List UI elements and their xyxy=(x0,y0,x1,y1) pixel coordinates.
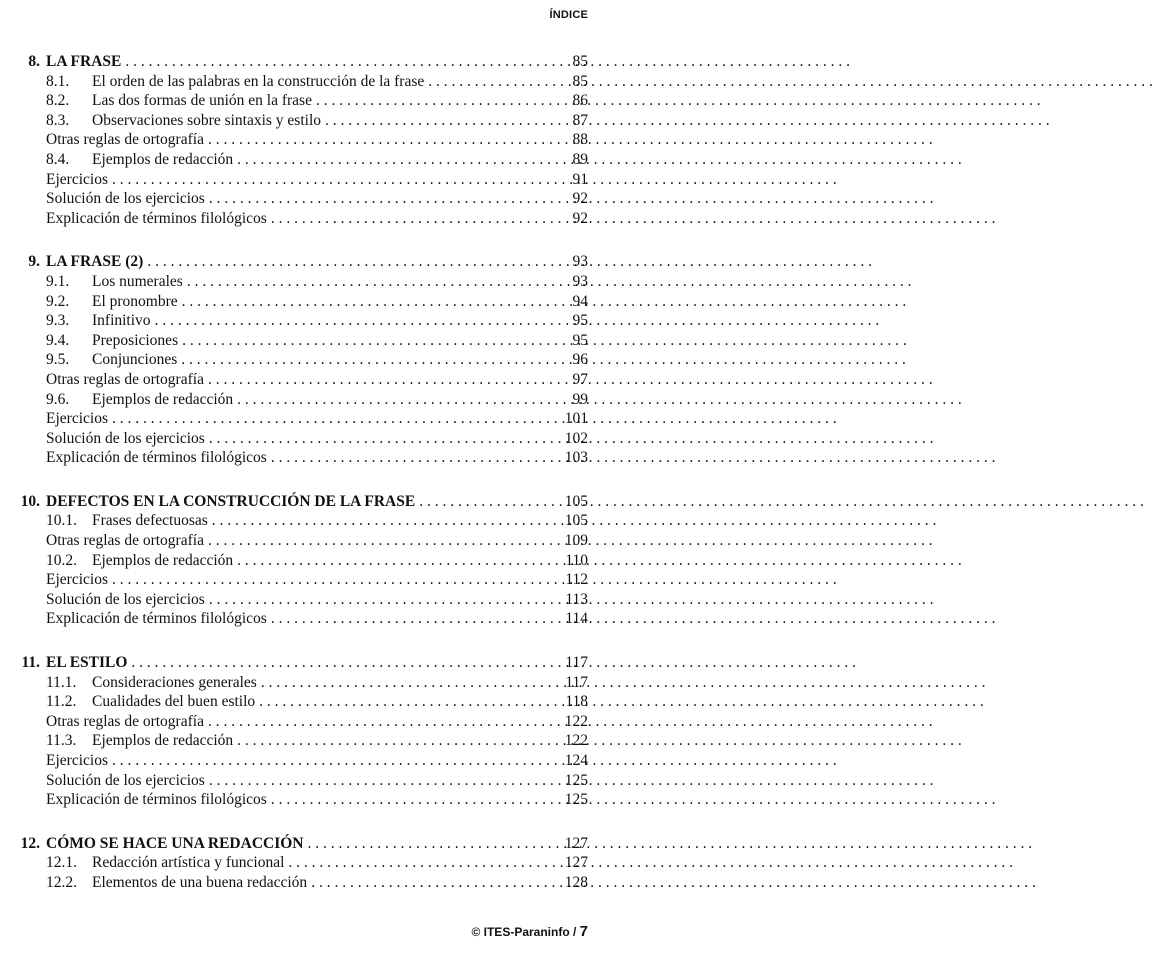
entry-title: Los numerales xyxy=(92,272,183,290)
entry-number: 9.2. xyxy=(46,292,70,310)
dot-leader xyxy=(147,252,542,272)
publisher-credit: © ITES-Paraninfo / xyxy=(471,925,580,939)
entry-page: 110 xyxy=(565,551,588,569)
entry-title: DEFECTOS EN LA CONSTRUCCIÓN DE LA FRASE xyxy=(46,492,416,510)
dot-leader xyxy=(209,771,542,791)
page-number: 7 xyxy=(579,923,588,940)
entry-title: Ejemplos de redacción xyxy=(92,551,234,569)
section-entry xyxy=(0,853,600,873)
entry-page: 91 xyxy=(572,170,588,188)
entry-number: 10.2. xyxy=(46,551,77,569)
entry-page: 103 xyxy=(564,449,588,467)
entry-title: Solución de los ejercicios xyxy=(46,429,205,447)
dot-leader xyxy=(428,72,542,92)
toc-entry xyxy=(0,751,600,771)
section-entry xyxy=(0,72,600,92)
entry-title: Ejercicios xyxy=(46,410,108,428)
entry-number: 11.2. xyxy=(46,693,77,711)
section-entry xyxy=(0,91,600,111)
chapter-heading xyxy=(0,834,600,854)
dot-leader xyxy=(288,853,542,873)
entry-title: Otras reglas de ortografía xyxy=(46,712,204,730)
dot-leader xyxy=(182,292,542,312)
entry-title: EL ESTILO xyxy=(46,654,128,672)
entry-title: Ejercicios xyxy=(46,571,108,589)
toc-entry xyxy=(0,609,600,629)
entry-number: 9.1. xyxy=(46,272,70,290)
toc-entry xyxy=(0,771,600,791)
toc-entry xyxy=(0,712,600,732)
dot-leader xyxy=(325,111,542,131)
entry-page: 122 xyxy=(564,732,588,750)
entry-page: 85 xyxy=(572,72,588,90)
chapter-block xyxy=(0,653,600,810)
entry-title: Solución de los ejercicios xyxy=(46,771,205,789)
chapter-block xyxy=(0,492,600,629)
toc-entry xyxy=(0,570,600,590)
entry-title: Solución de los ejercicios xyxy=(46,190,205,208)
entry-number: 9.5. xyxy=(46,351,70,369)
entry-page: 114 xyxy=(565,610,588,628)
toc-entry xyxy=(0,130,600,150)
entry-page: 105 xyxy=(564,492,588,510)
section-entry xyxy=(0,731,600,751)
entry-page: 118 xyxy=(565,693,588,711)
entry-page: 94 xyxy=(572,292,588,310)
entry-page: 95 xyxy=(572,312,588,330)
dot-leader xyxy=(209,429,542,449)
dot-leader xyxy=(316,91,542,111)
dot-leader xyxy=(311,873,542,893)
entry-title: Infinitivo xyxy=(92,312,151,330)
entry-page: 93 xyxy=(572,253,588,271)
section-entry xyxy=(0,292,600,312)
dot-leader xyxy=(271,609,542,629)
dot-leader xyxy=(209,189,542,209)
chapter-heading xyxy=(0,492,600,512)
entry-page: 86 xyxy=(572,92,588,110)
entry-title: Frases defectuosas xyxy=(92,512,208,530)
entry-page: 96 xyxy=(572,351,588,369)
dot-leader xyxy=(208,130,542,150)
entry-number: 10. xyxy=(20,492,40,510)
entry-page: 112 xyxy=(565,571,588,589)
entry-title: El pronombre xyxy=(92,292,178,310)
chapter-heading xyxy=(0,52,600,72)
dot-leader xyxy=(212,511,542,531)
section-entry xyxy=(0,873,600,893)
toc-entry xyxy=(0,531,600,551)
dot-leader xyxy=(271,790,542,810)
chapter-block xyxy=(0,834,600,893)
entry-title: LA FRASE (2) xyxy=(46,253,144,271)
dot-leader xyxy=(187,272,542,292)
dot-leader xyxy=(261,673,542,693)
dot-leader xyxy=(237,390,542,410)
entry-number: 8.2. xyxy=(46,92,70,110)
dot-leader xyxy=(237,731,542,751)
dot-leader xyxy=(112,170,542,190)
dot-leader xyxy=(112,409,542,429)
toc-entry xyxy=(0,170,600,190)
chapter-heading xyxy=(0,252,600,272)
entry-page: 117 xyxy=(565,654,588,672)
table-of-contents xyxy=(0,52,600,917)
dot-leader xyxy=(259,692,542,712)
entry-title: Solución de los ejercicios xyxy=(46,590,205,608)
dot-leader xyxy=(419,492,542,512)
section-entry xyxy=(0,272,600,292)
chapter-block xyxy=(0,252,600,468)
entry-title: Elementos de una buena redacción xyxy=(92,873,308,891)
chapter-heading xyxy=(0,653,600,673)
entry-number: 11.3. xyxy=(46,732,77,750)
section-entry xyxy=(0,331,600,351)
entry-title: Observaciones sobre sintaxis y estilo xyxy=(92,111,322,129)
running-head: ÍNDICE xyxy=(549,9,588,21)
entry-page: 87 xyxy=(572,111,588,129)
dot-leader xyxy=(271,209,542,229)
entry-page: 127 xyxy=(564,854,588,872)
entry-title: CÓMO SE HACE UNA REDACCIÓN xyxy=(46,834,304,852)
dot-leader xyxy=(155,311,542,331)
entry-title: Ejercicios xyxy=(46,752,108,769)
entry-title: Consideraciones generales xyxy=(92,673,257,691)
entry-number: 12.1. xyxy=(46,854,77,872)
entry-title: Ejemplos de redacción xyxy=(92,150,234,168)
entry-title: Redacción artística y funcional xyxy=(92,854,285,872)
entry-number: 9.6. xyxy=(46,390,70,408)
entry-page: 85 xyxy=(572,53,588,70)
entry-page: 88 xyxy=(572,131,588,149)
entry-number: 8.3. xyxy=(46,111,70,129)
entry-title: Otras reglas de ortografía xyxy=(46,370,204,388)
entry-page: 102 xyxy=(564,429,588,447)
entry-title: Explicación de términos filológicos xyxy=(46,791,267,809)
section-entry xyxy=(0,390,600,410)
entry-page: 125 xyxy=(564,791,588,809)
entry-title: Explicación de términos filológicos xyxy=(46,209,267,227)
section-entry xyxy=(0,350,600,370)
entry-page: 93 xyxy=(572,272,588,290)
entry-page: 89 xyxy=(572,150,588,168)
entry-page: 125 xyxy=(564,771,588,789)
entry-page: 117 xyxy=(565,673,588,691)
section-entry xyxy=(0,150,600,170)
entry-page: 92 xyxy=(572,190,588,208)
entry-page: 113 xyxy=(565,590,588,608)
section-entry xyxy=(0,311,600,331)
entry-title: Explicación de términos filológicos xyxy=(46,449,267,467)
entry-page: 99 xyxy=(572,390,588,408)
toc-entry xyxy=(0,209,600,229)
entry-title: Preposiciones xyxy=(92,331,179,349)
entry-page: 92 xyxy=(572,209,588,227)
entry-title: Cualidades del buen estilo xyxy=(92,693,256,711)
entry-title: Ejercicios xyxy=(46,170,108,188)
entry-title: Ejemplos de redacción xyxy=(92,732,234,750)
entry-page: 105 xyxy=(564,512,588,530)
toc-entry xyxy=(0,448,600,468)
dot-leader xyxy=(208,712,542,732)
entry-number: 11.1. xyxy=(46,673,77,691)
section-entry xyxy=(0,673,600,693)
entry-page: 122 xyxy=(564,712,588,730)
entry-number: 8. xyxy=(28,53,40,70)
entry-number: 10.1. xyxy=(46,512,77,530)
entry-page: 124 xyxy=(564,752,588,769)
dot-leader xyxy=(125,52,542,72)
entry-number: 8.4. xyxy=(46,150,70,168)
toc-entry xyxy=(0,429,600,449)
dot-leader xyxy=(182,331,542,351)
dot-leader xyxy=(181,350,542,370)
entry-title: LA FRASE xyxy=(46,53,122,70)
entry-number: 11. xyxy=(21,654,40,672)
entry-title: Ejemplos de redacción xyxy=(92,390,234,408)
entry-number: 8.1. xyxy=(46,72,70,90)
entry-number: 9.4. xyxy=(46,331,70,349)
dot-leader xyxy=(271,448,542,468)
entry-title: Conjunciones xyxy=(92,351,178,369)
entry-page: 95 xyxy=(572,331,588,349)
entry-page: 127 xyxy=(564,834,588,852)
entry-title: Otras reglas de ortografía xyxy=(46,532,204,550)
page-footer xyxy=(471,923,588,940)
dot-leader xyxy=(112,570,542,590)
toc-entry xyxy=(0,590,600,610)
dot-leader xyxy=(237,150,542,170)
entry-number: 12. xyxy=(20,834,40,852)
toc-entry xyxy=(0,790,600,810)
dot-leader xyxy=(237,551,542,571)
toc-entry xyxy=(0,409,600,429)
dot-leader xyxy=(208,531,542,551)
dot-leader xyxy=(308,834,543,854)
toc-entry xyxy=(0,189,600,209)
entry-page: 97 xyxy=(572,370,588,388)
entry-number: 9. xyxy=(28,253,40,271)
dot-leader xyxy=(131,653,542,673)
entry-number: 12.2. xyxy=(46,873,77,891)
dot-leader xyxy=(208,370,542,390)
entry-title: El orden de las palabras en la construcción de la frase xyxy=(92,72,425,90)
dot-leader xyxy=(112,751,542,771)
section-entry xyxy=(0,511,600,531)
section-entry xyxy=(0,111,600,131)
section-entry xyxy=(0,551,600,571)
entry-title: Las dos formas de unión en la frase xyxy=(92,92,312,110)
entry-page: 128 xyxy=(564,873,588,891)
entry-page: 101 xyxy=(564,410,588,428)
entry-title: Explicación de términos filológicos xyxy=(46,610,267,628)
section-entry xyxy=(0,692,600,712)
entry-page: 109 xyxy=(564,532,588,550)
entry-number: 9.3. xyxy=(46,312,70,330)
dot-leader xyxy=(209,590,542,610)
chapter-block xyxy=(0,52,600,228)
entry-title: Otras reglas de ortografía xyxy=(46,131,204,149)
toc-entry xyxy=(0,370,600,390)
